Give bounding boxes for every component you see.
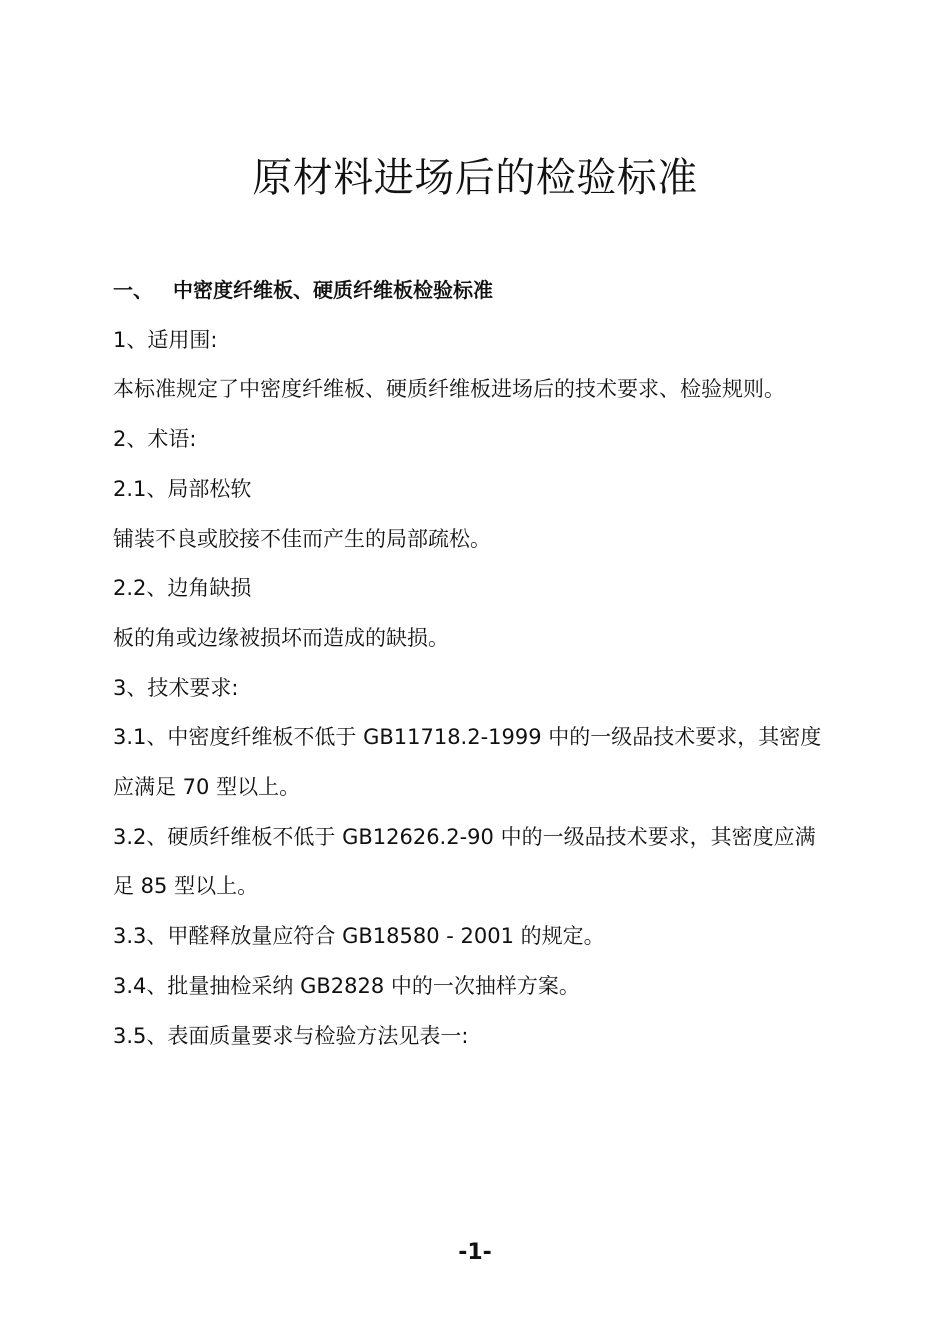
requirement-3-1-line-2: 应满足 70 型以上。 [113, 775, 301, 800]
page-number: -1- [458, 1240, 492, 1265]
scope-heading: 1、适用围: [113, 327, 218, 352]
section-heading [113, 266, 873, 316]
section-heading-text: 中密度纤维板、硬质纤维板检验标准 [173, 278, 493, 302]
term-2-1-heading: 2.1、局部松软 [113, 476, 252, 501]
requirement-3-4: 3.4、批量抽检采纳 GB2828 中的一次抽样方案。 [113, 973, 580, 998]
requirements-heading: 3、技术要求: [113, 675, 239, 700]
requirement-3-3: 3.3、甲醛释放量应符合 GB18580 - 2001 的规定。 [113, 924, 605, 949]
terms-heading: 2、术语: [113, 427, 197, 452]
scope-text: 本标准规定了中密度纤维板、硬质纤维板进场后的技术要求、检验规则。 [113, 377, 785, 402]
requirement-3-2-line-1: 3.2、硬质纤维板不低于 GB12626.2-90 中的一级品技术要求，其密度应满 [113, 824, 816, 849]
document-body [113, 266, 873, 1061]
requirement-3-1-line-1: 3.1、中密度纤维板不低于 GB11718.2-1999 中的一级品技术要求，其密度 [113, 725, 822, 750]
term-2-2-text: 板的角或边缘被损坏而造成的缺损。 [113, 625, 449, 650]
term-2-2-heading: 2.2、边角缺损 [113, 576, 252, 601]
requirement-3-2-line-2: 足 85 型以上。 [113, 874, 259, 899]
document-title: 原材料进场后的检验标准 [252, 155, 698, 201]
requirement-3-5: 3.5、表面质量要求与检验方法见表一: [113, 1023, 469, 1048]
section-number: 一、 [113, 278, 153, 302]
term-2-1-text: 铺装不良或胶接不佳而产生的局部疏松。 [113, 526, 491, 551]
